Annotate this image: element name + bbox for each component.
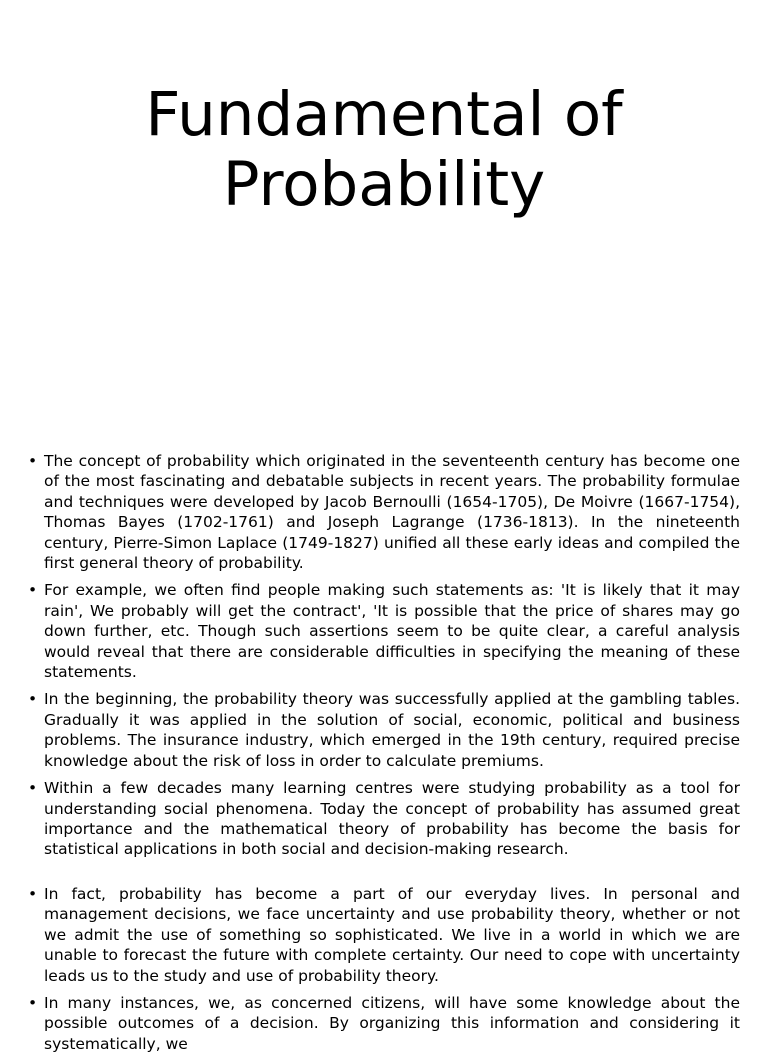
bullet-text: The concept of probability which originated in the seventeenth century has become one of the most fascinating and debatable subjects in recent years. The probability formulae and techniques were developed by Jacob Bernoulli (1654-1705), De Moivre (1667-1754), Thomas Bayes (1702-1761) and Joseph Lagrange (1736-1813). In the nineteenth century, Pierre-Simon Laplace (1749-1827) unified all these early ideas and compiled the first general theory of probability. <box>44 452 740 573</box>
bullet-icon: • <box>28 994 38 1013</box>
bullet-text: In fact, probability has become a part of our everyday lives. In personal and management decisions, we face uncertainty and use probability theory, whether or not we admit the use of something so sophisticated. We live in a world in which we are unable to forecast the future with complete certainty. Our need to cope with uncertainty leads us to the study and use of probability theory. <box>44 885 740 985</box>
list-item <box>28 580 740 682</box>
bullet-icon: • <box>28 885 38 903</box>
bullet-icon: • <box>28 581 38 600</box>
bullet-text: Within a few decades many learning centres were studying probability as a tool for understanding social phenomena. Today the concept of probability has assumed great importance and the mathematical theory of probability has become the basis for statistical applications in both social and decision-making research. <box>44 779 740 859</box>
list-item <box>28 689 740 771</box>
page-title <box>0 80 768 220</box>
bullet-text: For example, we often find people making such statements as: 'It is likely that it may rain', We probably will get the contract', 'It is possible that the price of shares may go down further, etc. Though such assertions seem to be quite clear, a careful analysis would reveal that there are considerable difficulties in specifying the meaning of these statements. <box>44 581 740 682</box>
bullet-icon: • <box>28 690 38 709</box>
bullet-list-1 <box>28 451 740 867</box>
bullet-list-2 <box>28 884 740 1061</box>
bullet-text: In many instances, we, as concerned citizens, will have some knowledge about the possible outcomes of a decision. By organizing this information and considering it systematically, we <box>44 994 740 1053</box>
list-item <box>28 451 740 573</box>
title-line-2: Probability <box>222 149 546 220</box>
bullet-icon: • <box>28 452 38 470</box>
bullet-text: In the beginning, the probability theory was successfully applied at the gambling tables. Gradually it was applied in the solution of social, economic, political and business problems. The insurance industry, which emerged in the 19th century, required precise knowledge about the risk of loss in order to calculate premiums. <box>44 690 740 770</box>
title-line-1: Fundamental of <box>145 79 623 150</box>
bullet-icon: • <box>28 779 38 798</box>
list-item <box>28 778 740 860</box>
list-item <box>28 884 740 986</box>
